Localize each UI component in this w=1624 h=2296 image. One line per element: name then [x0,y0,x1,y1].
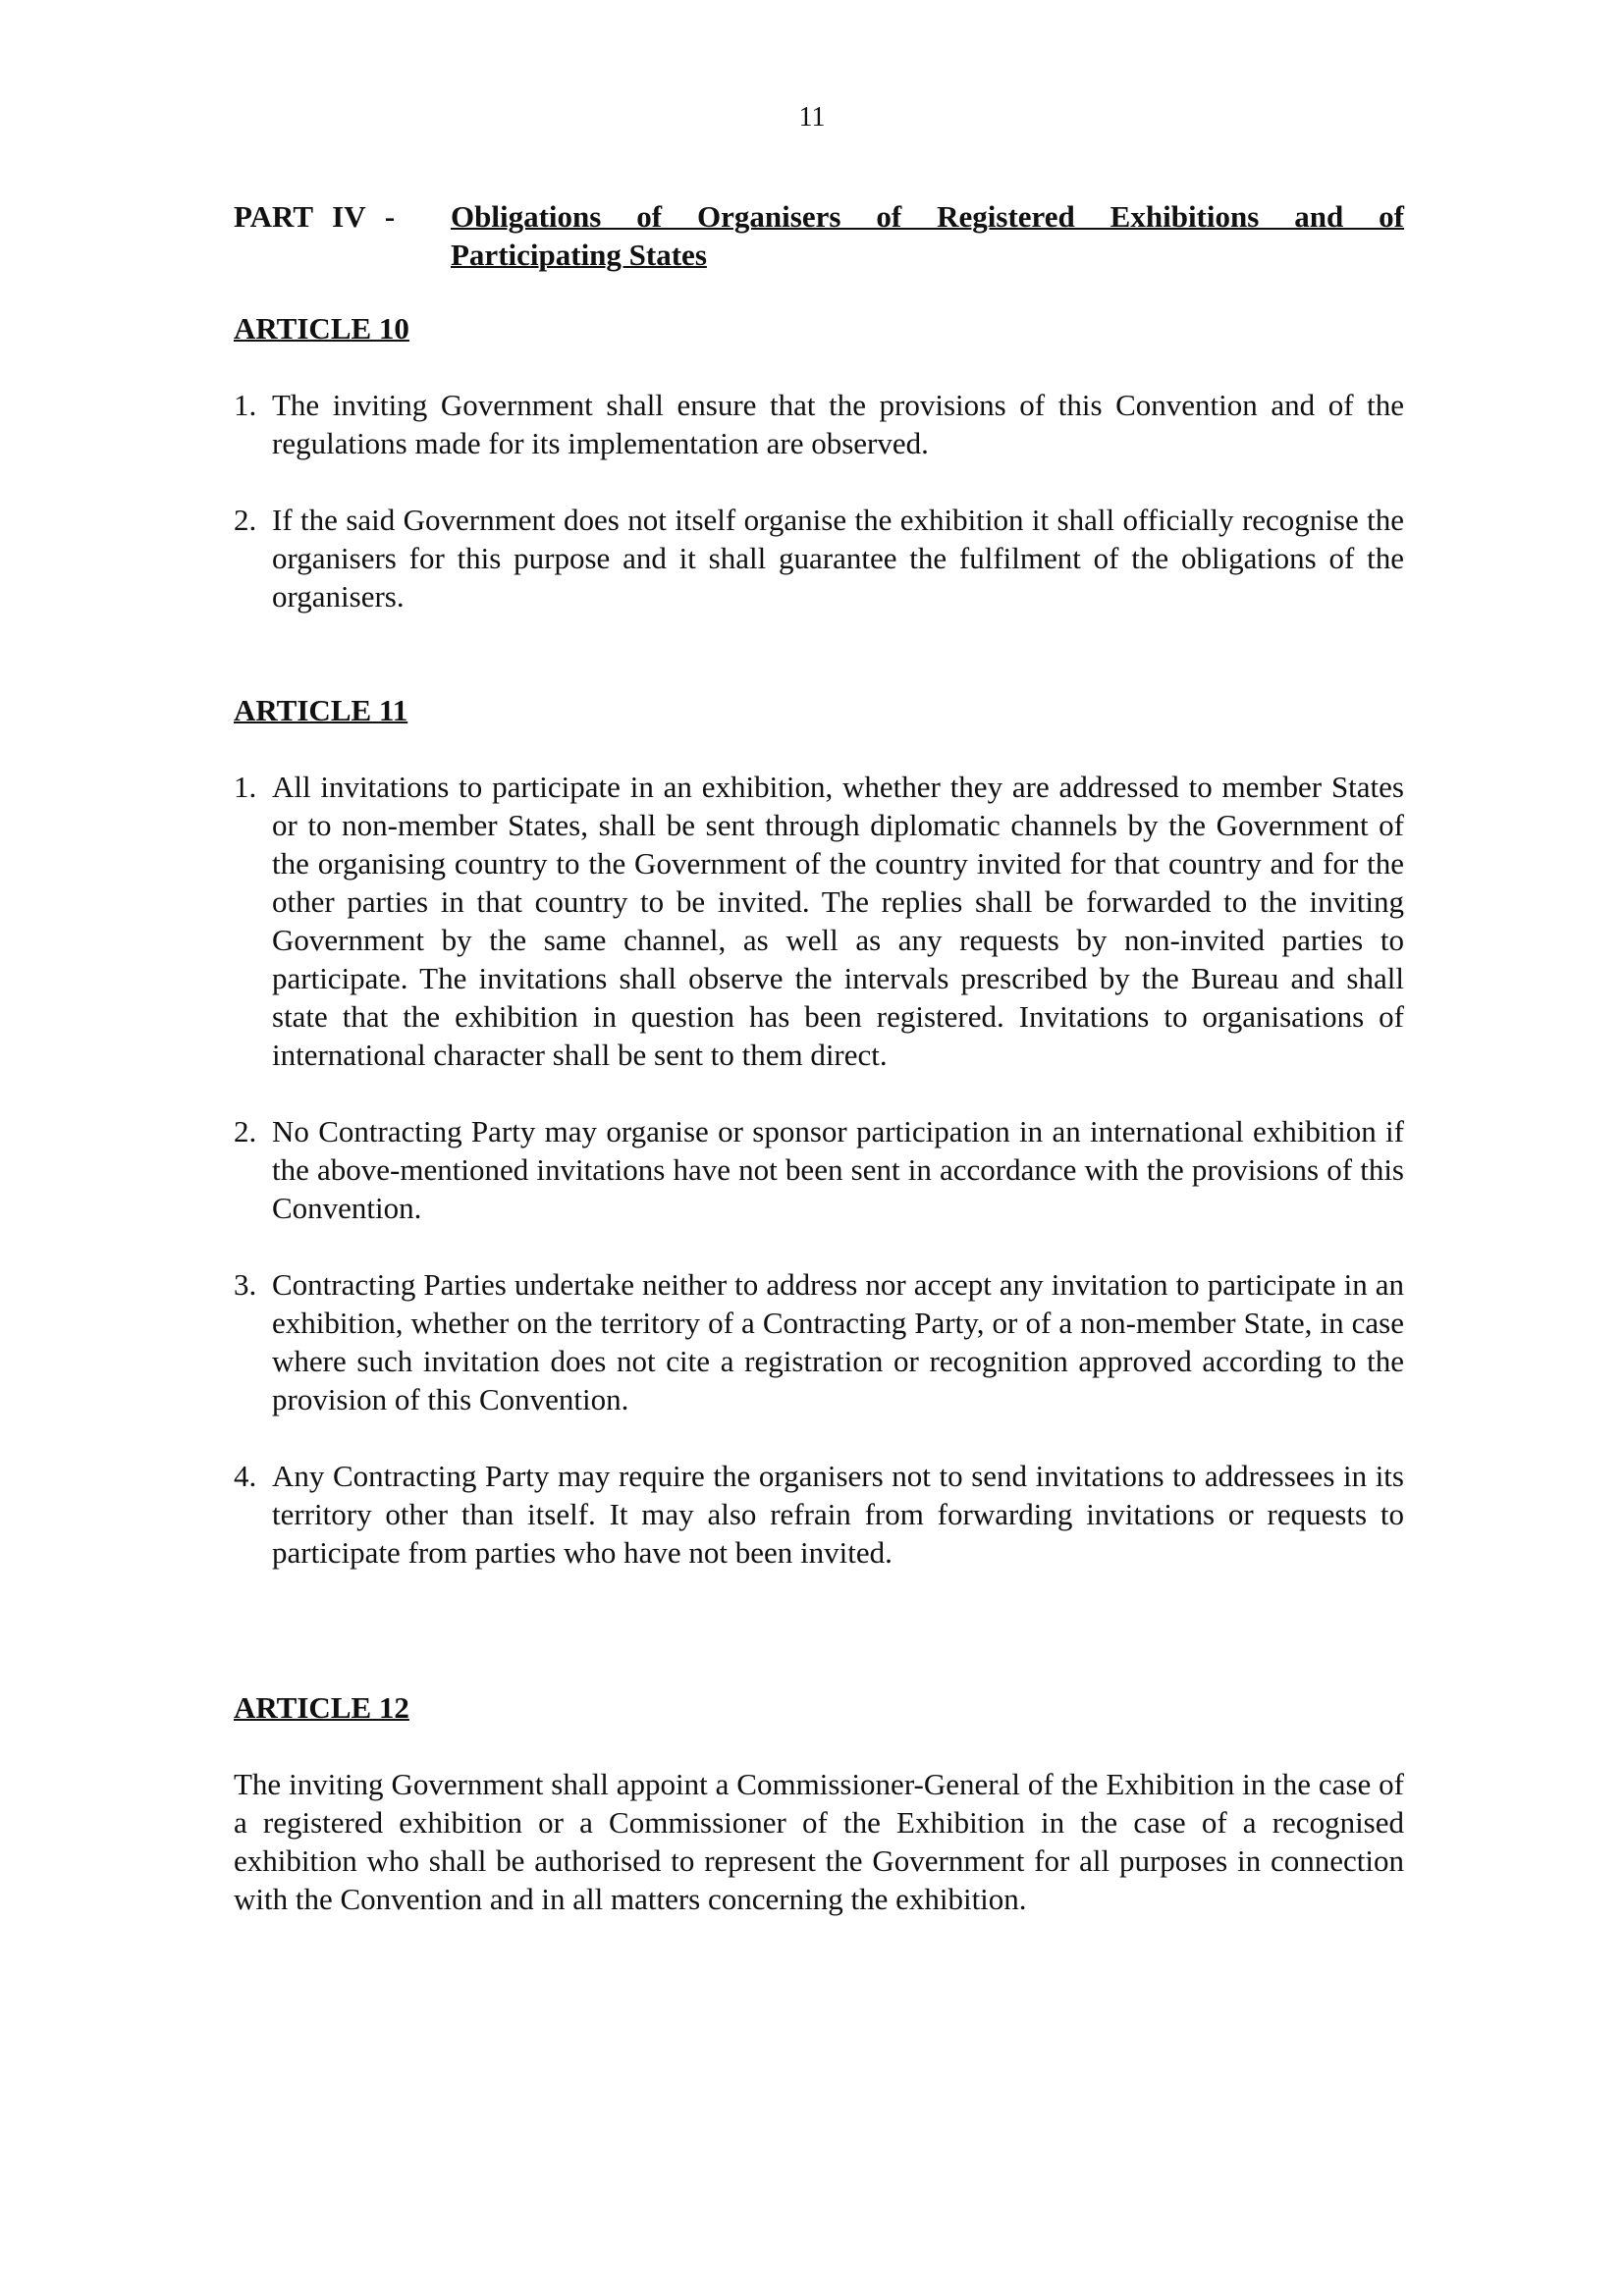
part-title-line2: Participating States [451,238,707,272]
article-11-item-4 [234,1457,1404,1572]
article-10-item-1 [234,386,1404,462]
item-text: All invitations to participate in an exhibition, whether they are addressed to member States or to non-member States, shall be sent through diplomatic channels by the Government of the organising country to the Government of the country invited for that country and for the other parties in that country to be invited. The replies shall be forwarded to the inviting Government by the same channel, as well as any requests by non-invited parties to participate. The invitations shall observe the intervals prescribed by the Bureau and shall state that the exhibition in question has been registered. Invitations to organisations of international character shall be sent to them direct. [272,770,1404,1072]
article-11-item-2 [234,1112,1404,1227]
item-text: Any Contracting Party may require the organisers not to send invitations to addressees in its territory other than itself. It may also refrain from forwarding invitations or requests to participate from parties who have not been invited. [272,1459,1404,1570]
article-12-paragraph: The inviting Government shall appoint a Commissioner-General of the Exhibition in the case of a registered exhibition or a Commissioner of the Exhibition in the case of a recognised exhibition who shall be authorised to represent the Government for all purposes in connection with the Convention and in all matters concerning the exhibition. [234,1767,1404,1916]
item-number: 1. [234,770,257,804]
item-text: Contracting Parties undertake neither to address nor accept any invitation to participate in an exhibition, whether on the territory of a Contracting Party, or of a non-member State, in case where such invitation does not cite a registration or recognition approved according to the provision of this Convention. [272,1267,1404,1416]
item-number: 2. [234,503,257,537]
item-number: 4. [234,1459,257,1493]
page-number: 11 [798,102,826,133]
article-10-item-2 [234,501,1404,615]
article-10-body [234,386,1404,615]
item-text: The inviting Government shall ensure that the provisions of this Convention and of the regulations made for its implementation are observed. [272,388,1404,460]
item-number: 1. [234,388,257,422]
item-number: 2. [234,1114,257,1148]
part-heading [234,197,1404,274]
part-title-line1: Obligations of Organisers of Registered Exhibitions and of [451,199,1404,234]
item-text: If the said Government does not itself organise the exhibition it shall officially recognise the organisers for this purpose and it shall guarantee the fulfilment of the obligations of the organisers. [272,503,1404,614]
item-text: No Contracting Party may organise or sponsor participation in an international exhibition if the above-mentioned invitations have not been sent in accordance with the provisions of this Convention. [272,1114,1404,1225]
article-11-heading: ARTICLE 11 [234,693,408,727]
item-number: 3. [234,1267,257,1302]
article-12-heading: ARTICLE 12 [234,1690,409,1725]
article-11-item-3 [234,1265,1404,1418]
part-label: PART IV - [234,199,396,234]
article-11-body [234,768,1404,1572]
article-11-item-1 [234,768,1404,1074]
article-10-heading: ARTICLE 10 [234,311,409,346]
